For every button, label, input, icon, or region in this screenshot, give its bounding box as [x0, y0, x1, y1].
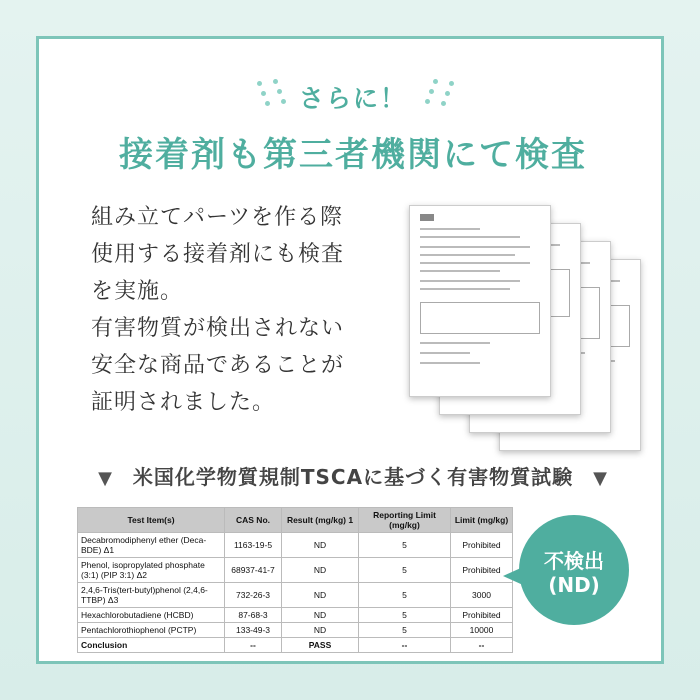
table-cell: Prohibited [451, 533, 513, 558]
table-cell: -- [451, 638, 513, 653]
table-row [78, 558, 513, 583]
table-cell: ND [282, 623, 359, 638]
description-paragraph [91, 199, 391, 421]
column-header: Reporting Limit (mg/kg) [359, 508, 451, 533]
table-cell: -- [359, 638, 451, 653]
table-row [78, 623, 513, 638]
table-cell: Decabromodiphenyl ether (Deca-BDE) Δ1 [78, 533, 225, 558]
table-cell: 732-26-3 [225, 583, 282, 608]
paragraph-line: 安全な商品であることが [91, 353, 345, 378]
table-row [78, 583, 513, 608]
column-header: CAS No. [225, 508, 282, 533]
table-row [78, 533, 513, 558]
column-header: Result (mg/kg) 1 [282, 508, 359, 533]
table-cell: 3000 [451, 583, 513, 608]
table-cell: 5 [359, 583, 451, 608]
table-cell: ND [282, 608, 359, 623]
conclusion-row [78, 638, 513, 653]
test-report-documents-image [379, 189, 649, 434]
table-cell: 10000 [451, 623, 513, 638]
intro-text: さらに！ [298, 84, 407, 113]
table-row [78, 608, 513, 623]
paragraph-line: 組み立てパーツを作る際 [91, 205, 344, 230]
table-cell: ND [282, 583, 359, 608]
triangle-down-icon: ▼ [593, 468, 608, 489]
triangle-down-icon: ▼ [98, 468, 113, 489]
table-cell: 87-68-3 [225, 608, 282, 623]
section-heading [39, 461, 667, 490]
content-frame [36, 36, 664, 664]
table-cell: ND [282, 533, 359, 558]
table-cell: -- [225, 638, 282, 653]
table-cell: ND [282, 558, 359, 583]
table-cell: Phenol, isopropylated phosphate (3:1) (PIP 3:1) Δ2 [78, 558, 225, 583]
section-title: 米国化学物質規制TSCAに基づく有害物質試験 [132, 465, 574, 489]
table-cell: Pentachlorothiophenol (PCTP) [78, 623, 225, 638]
badge-line: 不検出 [544, 549, 604, 573]
table-cell: 5 [359, 533, 451, 558]
table-cell: 5 [359, 608, 451, 623]
table-cell: 133-49-3 [225, 623, 282, 638]
table-header-row [78, 508, 513, 533]
not-detected-badge [519, 515, 629, 625]
table-cell: PASS [282, 638, 359, 653]
paragraph-line: 証明されました。 [91, 390, 276, 415]
table-cell: Conclusion [78, 638, 225, 653]
paragraph-line: 使用する接着剤にも検査 [91, 242, 345, 267]
table-cell: 68937-41-7 [225, 558, 282, 583]
column-header: Limit (mg/kg) [451, 508, 513, 533]
badge-line: (ND) [548, 573, 600, 597]
paragraph-line: を実施。 [91, 279, 184, 304]
table-cell: 5 [359, 623, 451, 638]
table-cell: 5 [359, 558, 451, 583]
test-results-table [77, 507, 513, 653]
headline: 接着剤も第三者機関にて検査 [119, 135, 587, 175]
table-cell: Hexachlorobutadiene (HCBD) [78, 608, 225, 623]
paragraph-line: 有害物質が検出されない [91, 316, 345, 341]
table-cell: Prohibited [451, 608, 513, 623]
table-cell: 1163-19-5 [225, 533, 282, 558]
report-page-front [409, 205, 551, 397]
column-header: Test Item(s) [78, 508, 225, 533]
table-cell: 2,4,6-Tris(tert-butyl)phenol (2,4,6-TTBP) Δ3 [78, 583, 225, 608]
table-cell: Prohibited [451, 558, 513, 583]
